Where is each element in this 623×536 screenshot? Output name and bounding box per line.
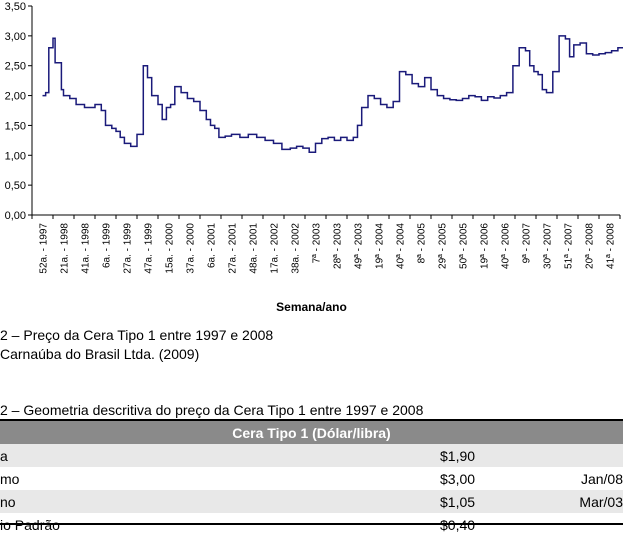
row-value: $1,05 — [440, 490, 533, 513]
x-tick-label: 27a. - 1999 — [123, 223, 134, 274]
x-tick-label: 28ª - 2003 — [333, 223, 344, 269]
x-tick-label: 17a. - 2002 — [270, 223, 281, 274]
row-date — [533, 444, 623, 467]
price-series-line — [43, 36, 623, 152]
stats-table — [0, 419, 623, 536]
y-tick-label: 2,50 — [5, 61, 26, 73]
x-tick-label: 38a. - 2002 — [291, 223, 302, 274]
row-value: $1,90 — [440, 444, 533, 467]
x-tick-label: 29ª - 2005 — [438, 223, 449, 269]
figure-title: 2 – Preço da Cera Tipo 1 entre 1997 e 2008 — [0, 327, 273, 343]
table-bottom-border — [0, 523, 623, 525]
x-tick-label: 40ª - 2006 — [501, 223, 512, 269]
table-row — [0, 444, 623, 467]
y-tick-label: 2,00 — [5, 91, 26, 103]
x-tick-label: 52a. - 1997 — [39, 223, 50, 274]
x-tick-label: 49ª - 2003 — [354, 223, 365, 269]
x-tick-label: 20ª - 2008 — [585, 223, 596, 269]
y-tick-label: 3,00 — [5, 31, 26, 43]
y-tick-label: 1,50 — [5, 120, 26, 132]
y-tick-label: 3,50 — [5, 1, 26, 13]
row-label: a — [0, 444, 440, 467]
row-value: $3,00 — [440, 467, 533, 490]
x-tick-label: 6a. - 2001 — [207, 223, 218, 268]
x-axis-label: Semana/ano — [0, 300, 623, 314]
x-tick-label: 41ª - 2008 — [606, 223, 617, 269]
figure-source: Carnaúba do Brasil Ltda. (2009) — [0, 346, 199, 362]
x-tick-label: 30ª - 2007 — [543, 223, 554, 269]
x-axis-ticks — [32, 215, 620, 274]
x-tick-label: 50ª - 2005 — [459, 223, 470, 269]
x-tick-label: 41a. - 1998 — [81, 223, 92, 274]
row-date: Jan/08 — [533, 467, 623, 490]
x-tick-label: 15a. - 2000 — [165, 223, 176, 274]
x-tick-label: 8ª - 2005 — [417, 223, 428, 264]
x-tick-label: 7ª - 2003 — [312, 223, 323, 264]
x-tick-label: 6a. - 1999 — [102, 223, 113, 268]
x-tick-label: 19ª - 2006 — [480, 223, 491, 269]
x-tick-label: 37a. - 2000 — [186, 223, 197, 274]
table-row — [0, 467, 623, 490]
x-tick-label: 21a. - 1998 — [60, 223, 71, 274]
x-tick-label: 47a. - 1999 — [144, 223, 155, 274]
table-title: 2 – Geometria descritiva do preço da Cera Tipo 1 entre 1997 e 2008 — [0, 402, 423, 418]
table-row — [0, 490, 623, 513]
row-date: Mar/03 — [533, 490, 623, 513]
y-tick-label: 1,00 — [5, 150, 26, 162]
x-tick-label: 48a. - 2001 — [249, 223, 260, 274]
y-axis-ticks — [5, 1, 32, 222]
row-label: mo — [0, 467, 440, 490]
table-header: Cera Tipo 1 (Dólar/libra) — [0, 420, 623, 444]
chart-axes — [32, 6, 620, 215]
x-tick-label: 19ª - 2004 — [375, 223, 386, 269]
y-tick-label: 0,50 — [5, 180, 26, 192]
x-tick-label: 51ª - 2007 — [564, 223, 575, 269]
x-tick-label: 9ª - 2007 — [522, 223, 533, 264]
x-tick-label: 27a. - 2001 — [228, 223, 239, 274]
x-tick-label: 40ª - 2004 — [396, 223, 407, 269]
y-tick-label: 0,00 — [5, 210, 26, 222]
row-label: no — [0, 490, 440, 513]
